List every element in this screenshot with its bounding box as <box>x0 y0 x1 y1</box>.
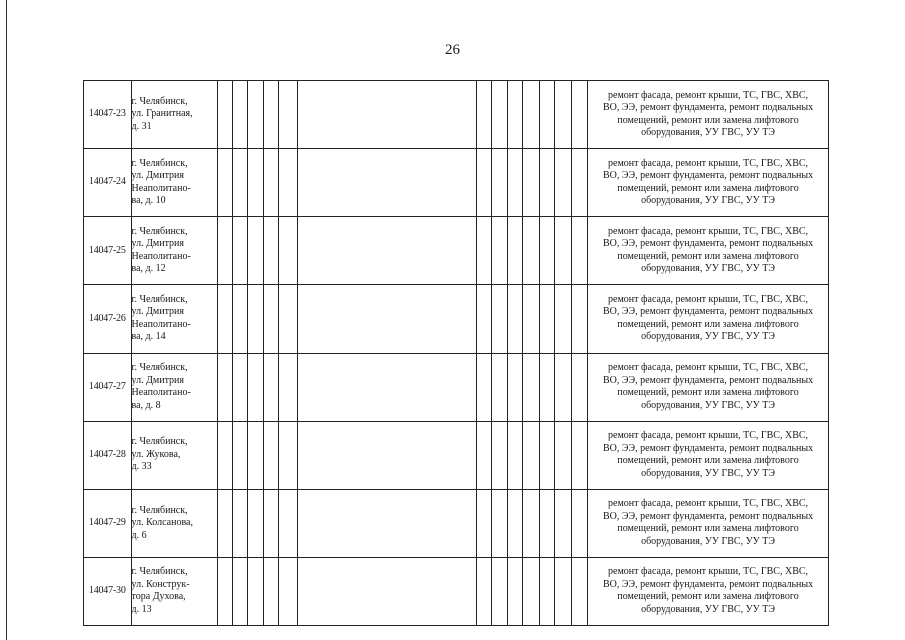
empty-cell <box>523 81 540 149</box>
address-line: г. Челябинск, <box>131 504 188 516</box>
empty-cell <box>218 81 232 149</box>
object-number: 14047-26 <box>84 285 132 353</box>
empty-cell <box>555 353 572 421</box>
works-line: оборудования, УУ ГВС, УУ ТЭ <box>641 127 775 139</box>
empty-cell <box>476 489 491 557</box>
empty-cell <box>248 489 263 557</box>
page-number: 26 <box>445 42 460 58</box>
table-row <box>84 421 829 489</box>
empty-cell <box>539 217 554 285</box>
empty-cell <box>539 489 554 557</box>
register-table <box>83 80 829 626</box>
empty-cell <box>218 149 232 217</box>
empty-cell <box>218 421 232 489</box>
address-cell <box>131 149 218 217</box>
address-cell <box>131 421 218 489</box>
address-line: г. Челябинск, <box>131 436 188 448</box>
works-line: помещений, ремонт или замена лифтового <box>617 591 799 603</box>
works-line: ВО, ЭЭ, ремонт фундамента, ремонт подвальных <box>602 510 814 522</box>
empty-cell <box>297 81 476 149</box>
works-line: ремонт фасада, ремонт крыши, ТС, ГВС, ХВС, <box>608 157 809 169</box>
empty-cell <box>507 285 522 353</box>
works-line: ремонт фасада, ремонт крыши, ТС, ГВС, ХВС, <box>608 225 809 237</box>
empty-cell <box>248 149 263 217</box>
empty-cell <box>476 285 491 353</box>
empty-cell <box>263 217 278 285</box>
empty-cell <box>571 285 588 353</box>
empty-cell <box>555 149 572 217</box>
empty-cell <box>297 489 476 557</box>
empty-cell <box>263 285 278 353</box>
empty-cell <box>279 217 298 285</box>
table-row <box>84 149 829 217</box>
works-line: оборудования, УУ ГВС, УУ ТЭ <box>641 331 775 343</box>
empty-cell <box>297 421 476 489</box>
address-line: ва, д. 14 <box>131 331 166 343</box>
empty-cell <box>248 421 263 489</box>
empty-cell <box>279 353 298 421</box>
empty-cell <box>218 353 232 421</box>
address-cell <box>131 557 218 625</box>
address-cell <box>131 353 218 421</box>
empty-cell <box>232 353 247 421</box>
empty-cell <box>539 149 554 217</box>
page-left-edge <box>6 0 7 640</box>
works-cell <box>588 81 829 149</box>
empty-cell <box>218 217 232 285</box>
empty-cell <box>523 489 540 557</box>
empty-cell <box>476 217 491 285</box>
empty-cell <box>507 353 522 421</box>
empty-cell <box>248 217 263 285</box>
works-line: помещений, ремонт или замена лифтового <box>617 455 799 467</box>
address-line: ул. Гранитная, <box>131 108 193 120</box>
works-line: ВО, ЭЭ, ремонт фундамента, ремонт подвальных <box>602 238 814 250</box>
empty-cell <box>539 81 554 149</box>
object-number: 14047-23 <box>84 81 132 149</box>
works-line: помещений, ремонт или замена лифтового <box>617 523 799 535</box>
empty-cell <box>232 285 247 353</box>
empty-cell <box>539 285 554 353</box>
works-line: ВО, ЭЭ, ремонт фундамента, ремонт подвальных <box>602 374 814 386</box>
address-line: д. 31 <box>131 120 152 132</box>
empty-cell <box>248 557 263 625</box>
works-line: оборудования, УУ ГВС, УУ ТЭ <box>641 603 775 615</box>
works-line: ВО, ЭЭ, ремонт фундамента, ремонт подвальных <box>602 442 814 454</box>
address-line: ул. Колсанова, <box>131 517 193 529</box>
empty-cell <box>232 81 247 149</box>
object-number: 14047-24 <box>84 149 132 217</box>
address-line: Неаполитано- <box>131 318 191 330</box>
address-cell <box>131 285 218 353</box>
works-line: помещений, ремонт или замена лифтового <box>617 182 799 194</box>
table-row <box>84 81 829 149</box>
address-line: ва, д. 8 <box>131 399 161 411</box>
empty-cell <box>297 353 476 421</box>
empty-cell <box>492 285 507 353</box>
empty-cell <box>297 557 476 625</box>
address-cell <box>131 81 218 149</box>
empty-cell <box>297 149 476 217</box>
empty-cell <box>476 421 491 489</box>
works-cell <box>588 557 829 625</box>
works-cell <box>588 489 829 557</box>
address-line: ва, д. 10 <box>131 195 166 207</box>
empty-cell <box>555 489 572 557</box>
table-row <box>84 557 829 625</box>
empty-cell <box>571 149 588 217</box>
empty-cell <box>232 217 247 285</box>
address-cell <box>131 217 218 285</box>
address-line: г. Челябинск, <box>131 293 188 305</box>
empty-cell <box>507 81 522 149</box>
empty-cell <box>571 81 588 149</box>
empty-cell <box>492 81 507 149</box>
address-line: тора Духова, <box>131 591 186 603</box>
works-line: ВО, ЭЭ, ремонт фундамента, ремонт подвальных <box>602 170 814 182</box>
table-row <box>84 217 829 285</box>
empty-cell <box>263 149 278 217</box>
works-cell <box>588 285 829 353</box>
works-line: помещений, ремонт или замена лифтового <box>617 387 799 399</box>
empty-cell <box>279 489 298 557</box>
address-line: г. Челябинск, <box>131 362 188 374</box>
table-row <box>84 285 829 353</box>
address-cell <box>131 489 218 557</box>
empty-cell <box>555 557 572 625</box>
empty-cell <box>492 149 507 217</box>
empty-cell <box>476 353 491 421</box>
empty-cell <box>279 421 298 489</box>
empty-cell <box>539 353 554 421</box>
empty-cell <box>507 489 522 557</box>
empty-cell <box>507 557 522 625</box>
object-number: 14047-28 <box>84 421 132 489</box>
empty-cell <box>523 285 540 353</box>
works-line: ВО, ЭЭ, ремонт фундамента, ремонт подвальных <box>602 578 814 590</box>
empty-cell <box>232 489 247 557</box>
empty-cell <box>523 217 540 285</box>
works-line: ремонт фасада, ремонт крыши, ТС, ГВС, ХВС, <box>608 89 809 101</box>
works-cell <box>588 217 829 285</box>
works-line: ремонт фасада, ремонт крыши, ТС, ГВС, ХВС, <box>608 566 809 578</box>
empty-cell <box>297 285 476 353</box>
empty-cell <box>523 149 540 217</box>
address-line: г. Челябинск, <box>131 157 188 169</box>
empty-cell <box>507 217 522 285</box>
empty-cell <box>555 421 572 489</box>
empty-cell <box>507 421 522 489</box>
empty-cell <box>492 353 507 421</box>
empty-cell <box>492 557 507 625</box>
works-line: оборудования, УУ ГВС, УУ ТЭ <box>641 399 775 411</box>
works-line: помещений, ремонт или замена лифтового <box>617 250 799 262</box>
empty-cell <box>248 81 263 149</box>
object-number: 14047-27 <box>84 353 132 421</box>
table-row <box>84 353 829 421</box>
address-line: ва, д. 12 <box>131 263 166 275</box>
address-line: ул. Дмитрия <box>131 306 185 318</box>
address-line: г. Челябинск, <box>131 225 188 237</box>
empty-cell <box>232 421 247 489</box>
empty-cell <box>263 81 278 149</box>
address-line: г. Челябинск, <box>131 566 188 578</box>
empty-cell <box>571 557 588 625</box>
works-line: ремонт фасада, ремонт крыши, ТС, ГВС, ХВС, <box>608 362 809 374</box>
empty-cell <box>476 81 491 149</box>
empty-cell <box>476 149 491 217</box>
works-line: ВО, ЭЭ, ремонт фундамента, ремонт подвальных <box>602 306 814 318</box>
works-line: ремонт фасада, ремонт крыши, ТС, ГВС, ХВС, <box>608 430 809 442</box>
works-cell <box>588 149 829 217</box>
address-line: ул. Дмитрия <box>131 170 185 182</box>
empty-cell <box>279 149 298 217</box>
empty-cell <box>297 217 476 285</box>
empty-cell <box>571 353 588 421</box>
works-line: помещений, ремонт или замена лифтового <box>617 114 799 126</box>
empty-cell <box>263 557 278 625</box>
empty-cell <box>555 285 572 353</box>
works-line: ремонт фасада, ремонт крыши, ТС, ГВС, ХВС, <box>608 293 809 305</box>
table-body <box>84 81 829 626</box>
works-cell <box>588 353 829 421</box>
works-line: оборудования, УУ ГВС, УУ ТЭ <box>641 263 775 275</box>
empty-cell <box>263 489 278 557</box>
empty-cell <box>555 217 572 285</box>
empty-cell <box>232 149 247 217</box>
address-line: ул. Конструк- <box>131 578 190 590</box>
empty-cell <box>492 421 507 489</box>
address-line: ул. Дмитрия <box>131 238 185 250</box>
empty-cell <box>218 489 232 557</box>
address-line: Неаполитано- <box>131 387 191 399</box>
empty-cell <box>523 353 540 421</box>
address-line: д. 33 <box>131 461 152 473</box>
address-line: ул. Дмитрия <box>131 374 185 386</box>
empty-cell <box>571 489 588 557</box>
empty-cell <box>263 353 278 421</box>
empty-cell <box>279 81 298 149</box>
object-number: 14047-25 <box>84 217 132 285</box>
works-line: ВО, ЭЭ, ремонт фундамента, ремонт подвальных <box>602 102 814 114</box>
empty-cell <box>571 421 588 489</box>
object-number: 14047-29 <box>84 489 132 557</box>
works-line: оборудования, УУ ГВС, УУ ТЭ <box>641 195 775 207</box>
works-line: ремонт фасада, ремонт крыши, ТС, ГВС, ХВС, <box>608 498 809 510</box>
address-line: ул. Жукова, <box>131 448 181 460</box>
empty-cell <box>218 557 232 625</box>
address-line: Неаполитано- <box>131 250 191 262</box>
empty-cell <box>248 285 263 353</box>
empty-cell <box>248 353 263 421</box>
object-number: 14047-30 <box>84 557 132 625</box>
empty-cell <box>263 421 278 489</box>
empty-cell <box>492 489 507 557</box>
works-line: оборудования, УУ ГВС, УУ ТЭ <box>641 535 775 547</box>
works-line: оборудования, УУ ГВС, УУ ТЭ <box>641 467 775 479</box>
empty-cell <box>555 81 572 149</box>
empty-cell <box>476 557 491 625</box>
address-line: г. Челябинск, <box>131 95 188 107</box>
empty-cell <box>507 149 522 217</box>
works-cell <box>588 421 829 489</box>
address-line: д. 6 <box>131 529 147 541</box>
empty-cell <box>523 421 540 489</box>
works-line: помещений, ремонт или замена лифтового <box>617 318 799 330</box>
empty-cell <box>218 285 232 353</box>
table-row <box>84 489 829 557</box>
address-line: Неаполитано- <box>131 182 191 194</box>
empty-cell <box>279 557 298 625</box>
empty-cell <box>571 217 588 285</box>
address-line: д. 13 <box>131 603 152 615</box>
empty-cell <box>539 557 554 625</box>
empty-cell <box>539 421 554 489</box>
empty-cell <box>523 557 540 625</box>
empty-cell <box>492 217 507 285</box>
empty-cell <box>232 557 247 625</box>
empty-cell <box>279 285 298 353</box>
